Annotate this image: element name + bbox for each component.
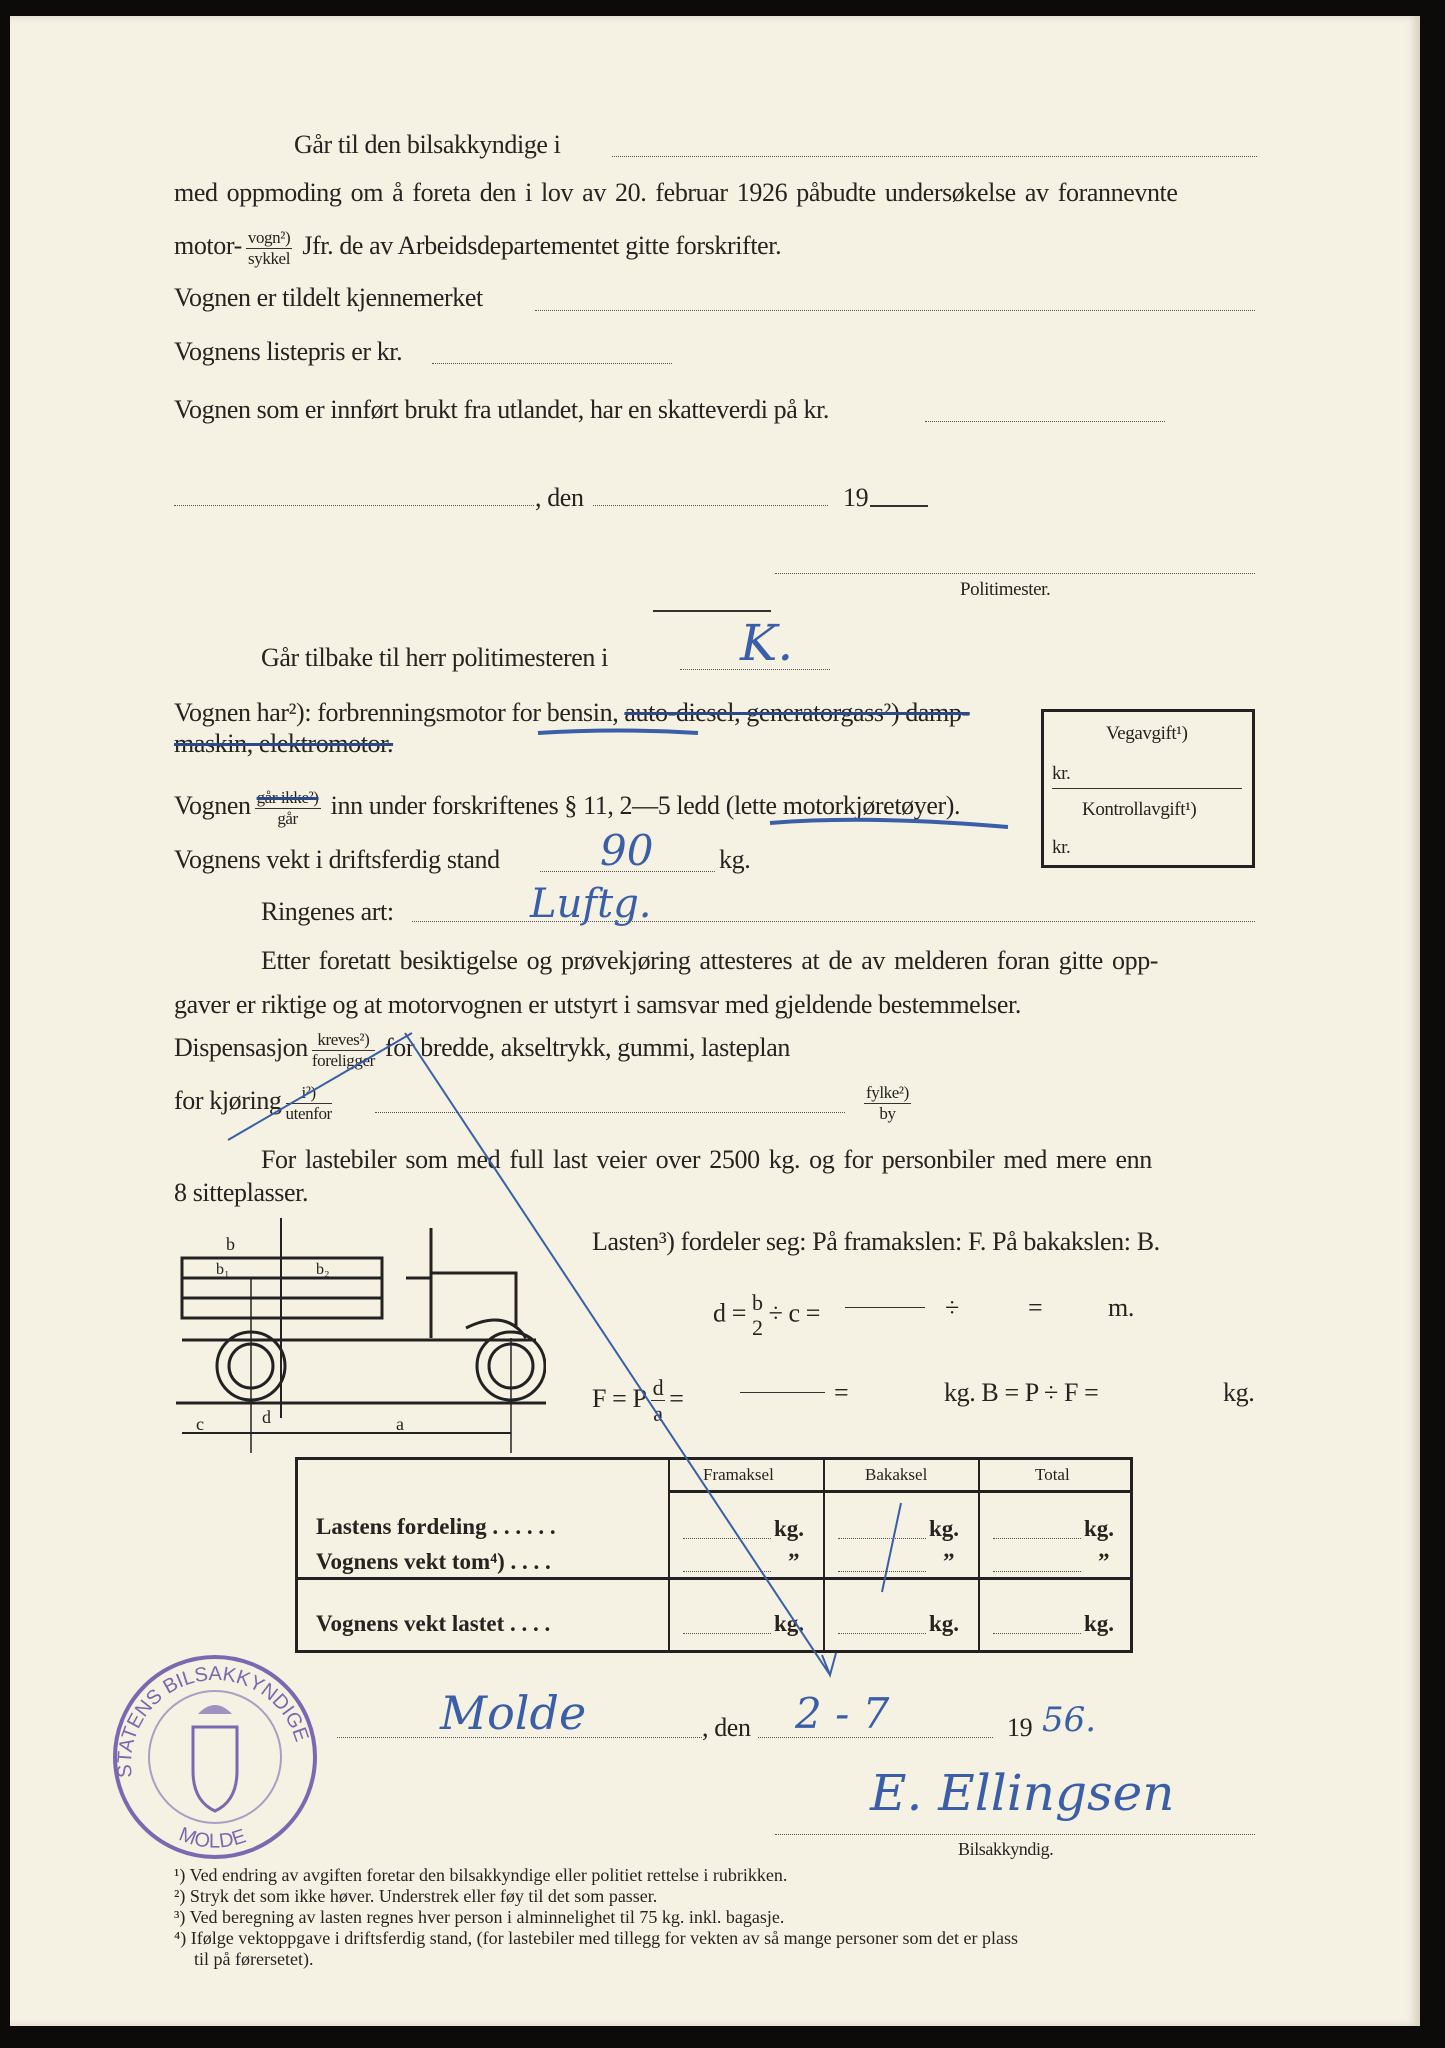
kjoring-top: i²) bbox=[286, 1083, 332, 1104]
row-lastens-fordeling: Lastens fordeling . . . . . . bbox=[316, 1514, 556, 1539]
frac-top: vogn²) bbox=[247, 228, 291, 247]
field-politimester-signature[interactable] bbox=[775, 573, 1255, 574]
cell-unit: kg. bbox=[774, 1611, 805, 1636]
disp-suffix: for bredde, akseltrykk, gummi, lasteplan bbox=[385, 1033, 790, 1063]
politimester-label: Politimester. bbox=[960, 579, 1051, 600]
f-equals: = bbox=[669, 1383, 684, 1413]
line-forskrift bbox=[174, 788, 960, 828]
closing-year-prefix: 19 bbox=[1007, 1713, 1033, 1742]
cell-input[interactable] bbox=[993, 1633, 1081, 1634]
vekt-unit: kg. bbox=[719, 845, 751, 874]
gar-fraction bbox=[255, 788, 321, 828]
truck-label-c: c bbox=[196, 1414, 204, 1434]
disp-bottom: foreligger bbox=[311, 1050, 375, 1070]
truck-label-d: d bbox=[262, 1407, 271, 1427]
footnote-2: ²) Stryk det som ikke høver. Understrek eller føy til det som passer. bbox=[174, 1886, 658, 1906]
handwritten-place: K. bbox=[740, 614, 794, 672]
motor-struck-line2: maskin, elektromotor. bbox=[174, 729, 394, 758]
vegavgift-label: Vegavgift¹) bbox=[1106, 723, 1188, 744]
frac-bottom: sykkel bbox=[248, 248, 291, 268]
weight-table bbox=[295, 1457, 1133, 1653]
line-kjoring bbox=[174, 1083, 336, 1123]
fylke-fraction bbox=[864, 1083, 911, 1123]
header-framaksel: Framaksel bbox=[703, 1465, 774, 1484]
row-vekt-lastet: Vognens vekt lastet . . . . bbox=[316, 1611, 551, 1636]
fylke-top: fylke²) bbox=[866, 1083, 909, 1102]
b-over-2 bbox=[750, 1290, 765, 1341]
divider bbox=[653, 610, 771, 612]
footnote-1: ¹) Ved endring av avgiften foretar den bilsakkyndige eller politiet rettelse i rubrikken. bbox=[174, 1865, 788, 1885]
kjoring-bottom: utenfor bbox=[285, 1103, 332, 1123]
d-blank[interactable] bbox=[845, 1307, 925, 1308]
gar-ikke-struck: går ikke²) bbox=[256, 788, 319, 807]
field-kjennemerke[interactable] bbox=[535, 310, 1255, 311]
line-motor bbox=[174, 228, 781, 268]
cell-unit: kg. bbox=[1084, 1516, 1115, 1541]
line-kjennemerke: Vognen er tildelt kjennemerket bbox=[174, 283, 483, 312]
header-bakaksel: Bakaksel bbox=[865, 1465, 928, 1484]
attest-line-2: gaver er riktige og at motorvognen er utstyrt i samsvar med gjeldende bestemmelser. bbox=[174, 990, 1021, 1019]
disp-fraction bbox=[312, 1030, 375, 1070]
field-date[interactable] bbox=[593, 505, 828, 506]
vognen-label: Vognen bbox=[174, 791, 251, 821]
vegavgift-field[interactable] bbox=[1052, 788, 1242, 789]
closing-den: , den bbox=[702, 1713, 751, 1742]
formula-f bbox=[592, 1375, 683, 1427]
stamp-text: STATENS BILSAKKYNDIGE bbox=[113, 1663, 313, 1779]
line-listepris: Vognens listepris er kr. bbox=[174, 337, 403, 366]
cell-unit: ” bbox=[1098, 1549, 1110, 1574]
field-place[interactable] bbox=[174, 505, 534, 506]
field-year[interactable] bbox=[870, 505, 928, 507]
truck-label-b1: b₁ bbox=[216, 1261, 230, 1278]
cell-input[interactable] bbox=[993, 1538, 1081, 1539]
d-unit: m. bbox=[1108, 1293, 1134, 1322]
truck-label-b: b bbox=[226, 1234, 235, 1254]
line-skatteverdi: Vognen som er innført brukt fra utlandet, har en skatteverdi på kr. bbox=[174, 395, 830, 424]
cell-input[interactable] bbox=[838, 1633, 926, 1634]
d-equals: = bbox=[1028, 1293, 1043, 1322]
frac-b: b bbox=[751, 1290, 763, 1315]
field-listepris[interactable] bbox=[432, 363, 672, 364]
crown-icon bbox=[198, 1705, 232, 1714]
d-over-a bbox=[651, 1375, 666, 1427]
bilsakkyndig-label: Bilsakkyndig. bbox=[958, 1839, 1054, 1859]
cell-input[interactable] bbox=[683, 1571, 771, 1572]
cell-unit: kg. bbox=[929, 1611, 960, 1636]
year-prefix: 19 bbox=[843, 483, 869, 512]
footnote-3: ³) Ved beregning av lasten regnes hver person i alminnelighet til 75 kg. inkl. bagasje. bbox=[174, 1907, 785, 1927]
line-dispensasjon bbox=[174, 1030, 790, 1070]
ringer-label: Ringenes art: bbox=[261, 897, 394, 926]
lastebil-line-1: For lastebiler som med full last veier over 2500 kg. og for personbiler med mere enn bbox=[261, 1145, 1152, 1174]
field-bilsakkyndig-signature[interactable] bbox=[775, 1834, 1255, 1835]
disp-top: kreves²) bbox=[312, 1030, 375, 1051]
gar-text: går bbox=[277, 808, 298, 828]
line-motor-type bbox=[174, 700, 970, 726]
disp-label: Dispensasjon bbox=[174, 1033, 308, 1063]
cell-input[interactable] bbox=[683, 1633, 771, 1634]
frac-d: d bbox=[652, 1375, 664, 1400]
line-motor-type-2 bbox=[174, 731, 393, 757]
cell-input[interactable] bbox=[993, 1571, 1081, 1572]
forskrift-text: inn under forskriftenes § 11, 2—5 ledd (lette motorkjøretøyer). bbox=[330, 791, 961, 821]
coat-of-arms-icon bbox=[193, 1727, 237, 1811]
truck-label-a: a bbox=[396, 1414, 404, 1434]
signature: E. Ellingsen bbox=[870, 1764, 1175, 1822]
cell-input[interactable] bbox=[683, 1538, 771, 1539]
line-vekt: Vognens vekt i driftsferdig stand bbox=[174, 845, 500, 874]
official-stamp bbox=[110, 1652, 320, 1862]
motor-struck-text: auto-diesel, generatorgass²) damp- bbox=[624, 698, 970, 727]
cell-unit: kg. bbox=[774, 1516, 805, 1541]
f-blank[interactable] bbox=[740, 1392, 825, 1393]
motor-type-text: Vognen har²): forbrenningsmotor for bensin, bbox=[174, 698, 619, 727]
motor-suffix: Jfr. de av Arbeidsdepartementet gitte forskrifter. bbox=[302, 231, 782, 261]
cell-unit: kg. bbox=[929, 1516, 960, 1541]
handwritten-vekt: 90 bbox=[600, 826, 654, 875]
footnote-4-cont: til på førersetet). bbox=[194, 1949, 314, 1969]
handwritten-ringer: Luftg. bbox=[530, 881, 652, 927]
line-oppmoding: med oppmoding om å foreta den i lov av 20. februar 1926 påbudte undersøkelse av forannevnte bbox=[174, 178, 1178, 207]
fee-box bbox=[1041, 709, 1255, 868]
d-div: ÷ bbox=[945, 1293, 959, 1322]
field-bilsakkyndige[interactable] bbox=[612, 156, 1257, 157]
formula-d bbox=[713, 1290, 820, 1341]
field-skatteverdi[interactable] bbox=[925, 421, 1165, 422]
fylke-by bbox=[860, 1083, 915, 1123]
b-kg: kg. bbox=[1223, 1378, 1255, 1407]
frac-2: 2 bbox=[751, 1315, 763, 1341]
kontrollavgift-kr: kr. bbox=[1052, 837, 1071, 858]
truck-diagram bbox=[176, 1218, 546, 1453]
cell-input[interactable] bbox=[838, 1538, 926, 1539]
motor-prefix: motor- bbox=[174, 231, 242, 261]
f-equals-2: = bbox=[834, 1378, 849, 1407]
fylke-bottom: by bbox=[879, 1103, 896, 1123]
lastebil-line-2: 8 sitteplasser. bbox=[174, 1178, 309, 1207]
line-politimesteren: Går tilbake til herr politimesteren i bbox=[261, 643, 608, 672]
row-vekt-tom: Vognens vekt tom⁴) . . . . bbox=[316, 1549, 551, 1574]
kontrollavgift-label: Kontrollavgift¹) bbox=[1082, 799, 1197, 820]
cell-unit: ” bbox=[943, 1549, 955, 1574]
f-kg-b: kg. B = P ÷ F = bbox=[944, 1378, 1099, 1407]
f-eq: F = P bbox=[592, 1383, 647, 1413]
truck-label-b2: b₂ bbox=[316, 1261, 330, 1278]
stamp-city: MOLDE bbox=[176, 1823, 249, 1853]
handwritten-year: 56. bbox=[1042, 1700, 1097, 1740]
kjoring-fraction bbox=[286, 1083, 332, 1123]
cell-input[interactable] bbox=[838, 1571, 926, 1572]
footnote-4: ⁴) Ifølge vektoppgave i driftsferdig stand, (for lastebiler med tillegg for vekten av så mange personer som det er plass bbox=[174, 1928, 1019, 1948]
vogn-sykkel-fraction bbox=[246, 228, 292, 268]
vegavgift-kr: kr. bbox=[1052, 763, 1071, 784]
header-total: Total bbox=[1035, 1465, 1070, 1484]
field-kjoring[interactable] bbox=[375, 1112, 845, 1113]
cell-unit: ” bbox=[788, 1549, 800, 1574]
frac-a: a bbox=[653, 1401, 663, 1427]
lasten-text: Lasten³) fordeler seg: På framakslen: F. På bakakslen: B. bbox=[592, 1227, 1160, 1256]
d-eq: d = bbox=[713, 1298, 746, 1328]
d-rest: ÷ c = bbox=[768, 1298, 821, 1328]
den-label: , den bbox=[535, 483, 584, 512]
kjoring-label: for kjøring bbox=[174, 1086, 282, 1116]
attest-line-1: Etter foretatt besiktigelse og prøvekjøring attesteres at de av melderen foran gitte opp- bbox=[261, 946, 1159, 975]
handwritten-closing-place: Molde bbox=[440, 1686, 587, 1740]
handwritten-date: 2 - 7 bbox=[795, 1689, 890, 1738]
line-bilsakkyndige: Går til den bilsakkyndige i bbox=[294, 130, 561, 159]
cell-unit: kg. bbox=[1084, 1611, 1115, 1636]
